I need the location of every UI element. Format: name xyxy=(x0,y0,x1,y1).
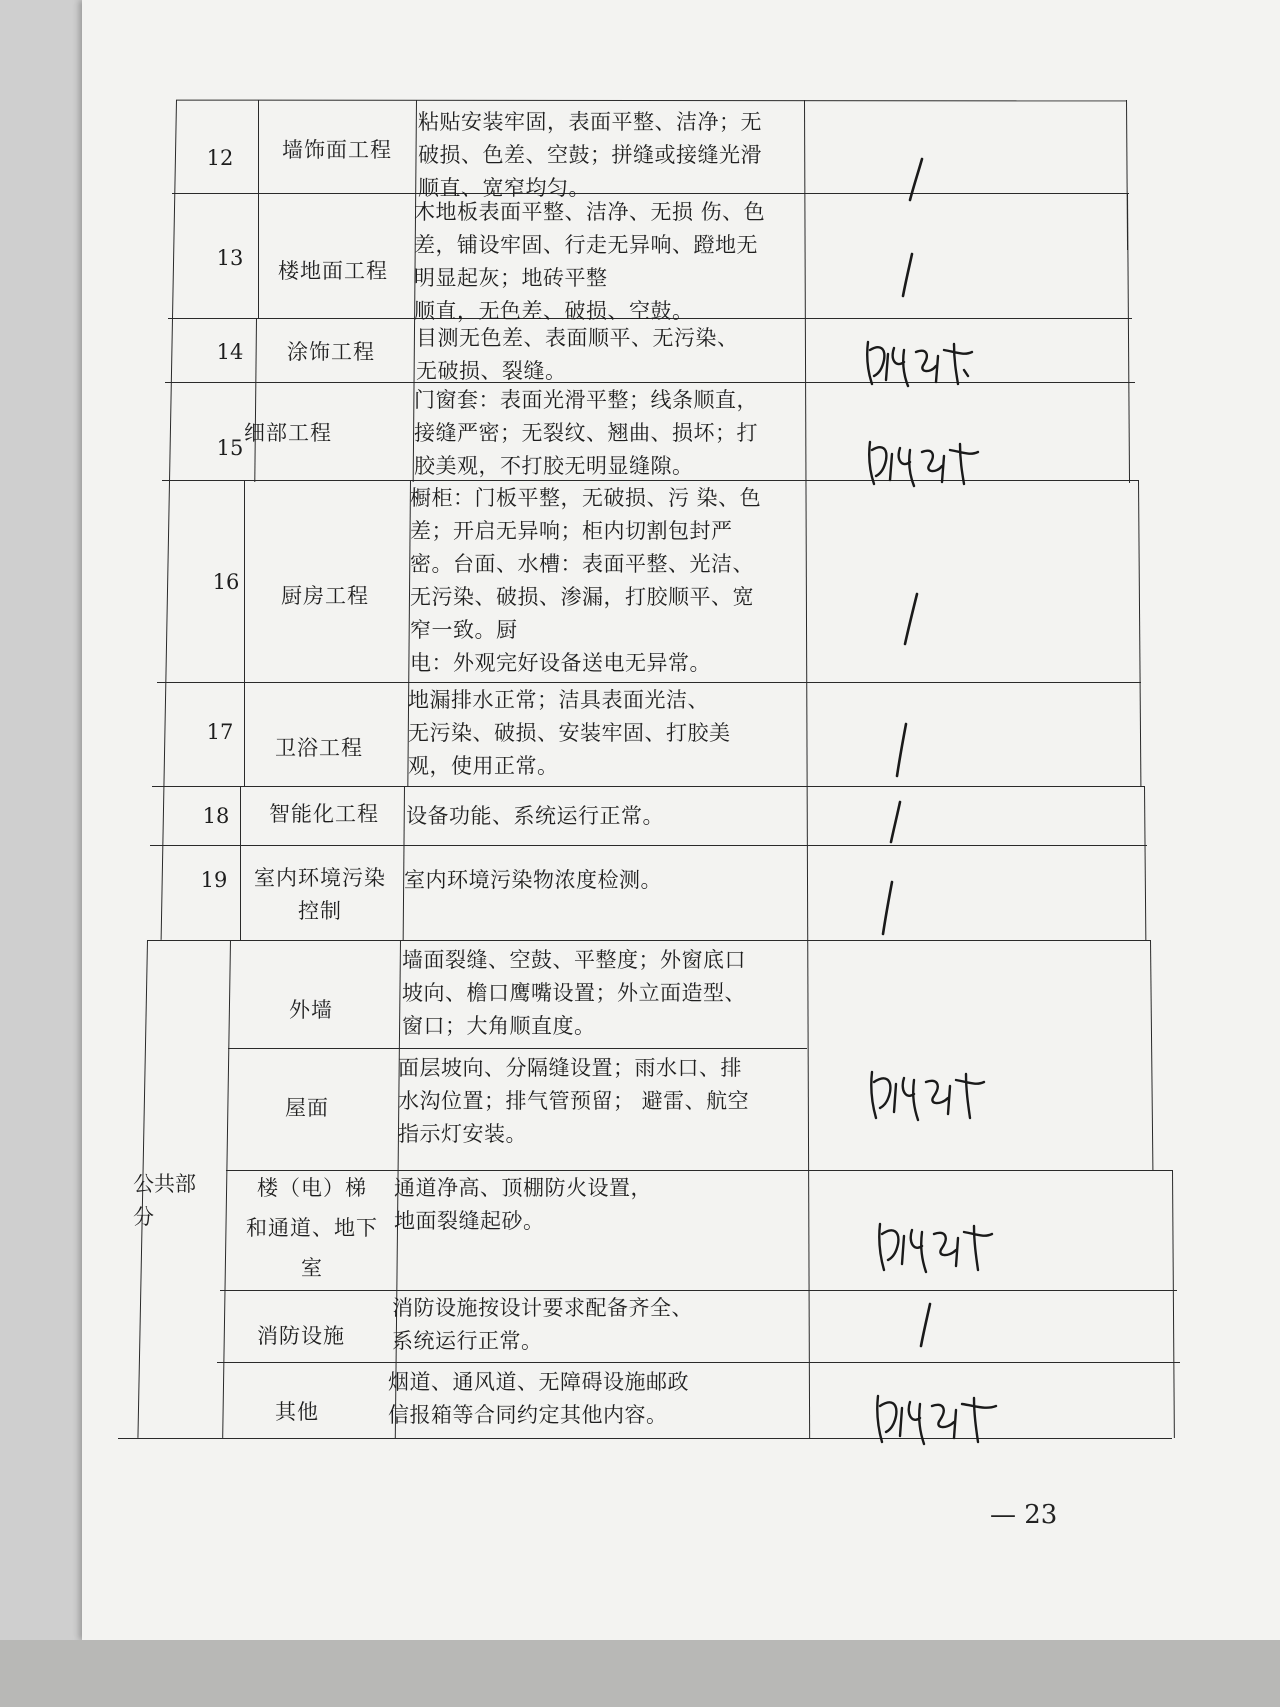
table-line xyxy=(157,682,1141,683)
public-item-requirement: 墙面裂缝、空鼓、平整度；外窗底口 坡向、檐口鹰嘴设置；外立面造型、 窗口；大角顺直度。 xyxy=(402,948,746,1038)
table-line xyxy=(1127,193,1130,483)
table-line xyxy=(228,1048,807,1049)
public-item-name: 消防设施 xyxy=(257,1324,345,1348)
table-line xyxy=(176,100,1127,102)
table-line xyxy=(1138,480,1141,786)
row-name: 室内环境污染 控制 xyxy=(254,866,386,923)
row-name: 细部工程 xyxy=(244,421,332,445)
row-number: 13 xyxy=(216,246,244,270)
tick-mark xyxy=(908,1300,938,1350)
row-number: 19 xyxy=(200,868,228,892)
public-item-requirement: 通道净高、顶棚防火设置， 地面裂缝起砂。 xyxy=(394,1176,652,1233)
row-requirement: 木地板表面平整、洁净、无损 伤、色 差，铺设牢固、行走无异响、蹬地无 明显起灰；地砖平整 顺直，无色差、破损、空鼓。 xyxy=(414,200,766,323)
public-item-name: 屋面 xyxy=(285,1096,329,1120)
row-requirement: 目测无色差、表面顺平、无污染、 无破损、裂缝。 xyxy=(416,326,739,383)
tick-mark xyxy=(892,250,922,300)
tick-mark xyxy=(880,798,910,848)
public-item-name: 楼（电）梯 和通道、地下 室 xyxy=(246,1176,378,1280)
table-line xyxy=(1144,786,1146,940)
public-item-requirement: 消防设施按设计要求配备齐全、 系统运行正常。 xyxy=(392,1296,693,1353)
tick-mark xyxy=(900,155,930,205)
row-name: 楼地面工程 xyxy=(278,259,388,283)
row-name: 厨房工程 xyxy=(281,584,369,608)
tick-mark xyxy=(895,590,925,650)
row-requirement: 粘贴安装牢固，表面平整、洁净；无 破损、色差、空鼓；拼缝或接缝光滑 顺直、宽窄均匀。 xyxy=(418,110,762,200)
table-line xyxy=(217,1362,1180,1363)
signature-image xyxy=(864,1060,988,1126)
row-requirement: 设备功能、系统运行正常。 xyxy=(406,804,664,828)
row-number: 15 xyxy=(216,436,244,460)
signature-image xyxy=(872,1212,996,1278)
row-name: 卫浴工程 xyxy=(275,736,363,760)
table-line xyxy=(1150,940,1153,1170)
row-number: 12 xyxy=(206,146,234,170)
page-number: — 23 xyxy=(990,1500,1058,1530)
row-name: 涂饰工程 xyxy=(287,340,375,364)
table-line xyxy=(1172,1170,1175,1438)
public-item-requirement: 面层坡向、分隔缝设置；雨水口、排 水沟位置；排气管预留； 避雷、航空 指示灯安装。 xyxy=(398,1056,750,1146)
row-name: 墙饰面工程 xyxy=(282,138,392,162)
public-item-requirement: 烟道、通风道、无障碍设施邮政 信报箱等合同约定其他内容。 xyxy=(388,1370,689,1427)
row-number: 17 xyxy=(206,720,234,744)
signature-image xyxy=(862,432,982,492)
tick-mark xyxy=(872,878,902,938)
table-line xyxy=(147,940,1150,941)
table-line xyxy=(150,845,1147,846)
signature-image xyxy=(860,330,980,390)
table-line xyxy=(118,1438,1172,1439)
row-number: 16 xyxy=(212,570,240,594)
row-requirement: 室内环境污染物浓度检测。 xyxy=(404,868,662,892)
row-requirement: 橱柜：门板平整，无破损、污 染、色 差；开启无异响；柜内切割包封严 密。台面、水槽：表面平整、光洁、 无污染、破损、渗漏，打胶顺平、宽 窄一致。厨 电：外观完好设备送电无异常。 xyxy=(410,486,762,675)
row-number: 14 xyxy=(216,340,244,364)
public-section-label: 公共部 分 xyxy=(133,1172,196,1229)
public-item-name: 其他 xyxy=(275,1400,319,1424)
row-requirement: 地漏排水正常；洁具表面光洁、 无污染、破损、安装牢固、打胶美 观，使用正常。 xyxy=(408,688,731,778)
tick-mark xyxy=(886,720,916,780)
table-line xyxy=(161,100,177,940)
signature-image xyxy=(870,1384,1000,1450)
row-requirement: 门窗套：表面光滑平整；线条顺直， 接缝严密；无裂纹、翘曲、损坏；打 胶美观，不打胶无明显缝隙。 xyxy=(414,388,758,478)
table-line xyxy=(220,1290,1177,1291)
row-name: 智能化工程 xyxy=(269,802,379,826)
table-line xyxy=(152,786,1144,787)
row-number: 18 xyxy=(202,804,230,828)
public-item-name: 外墙 xyxy=(289,998,333,1022)
